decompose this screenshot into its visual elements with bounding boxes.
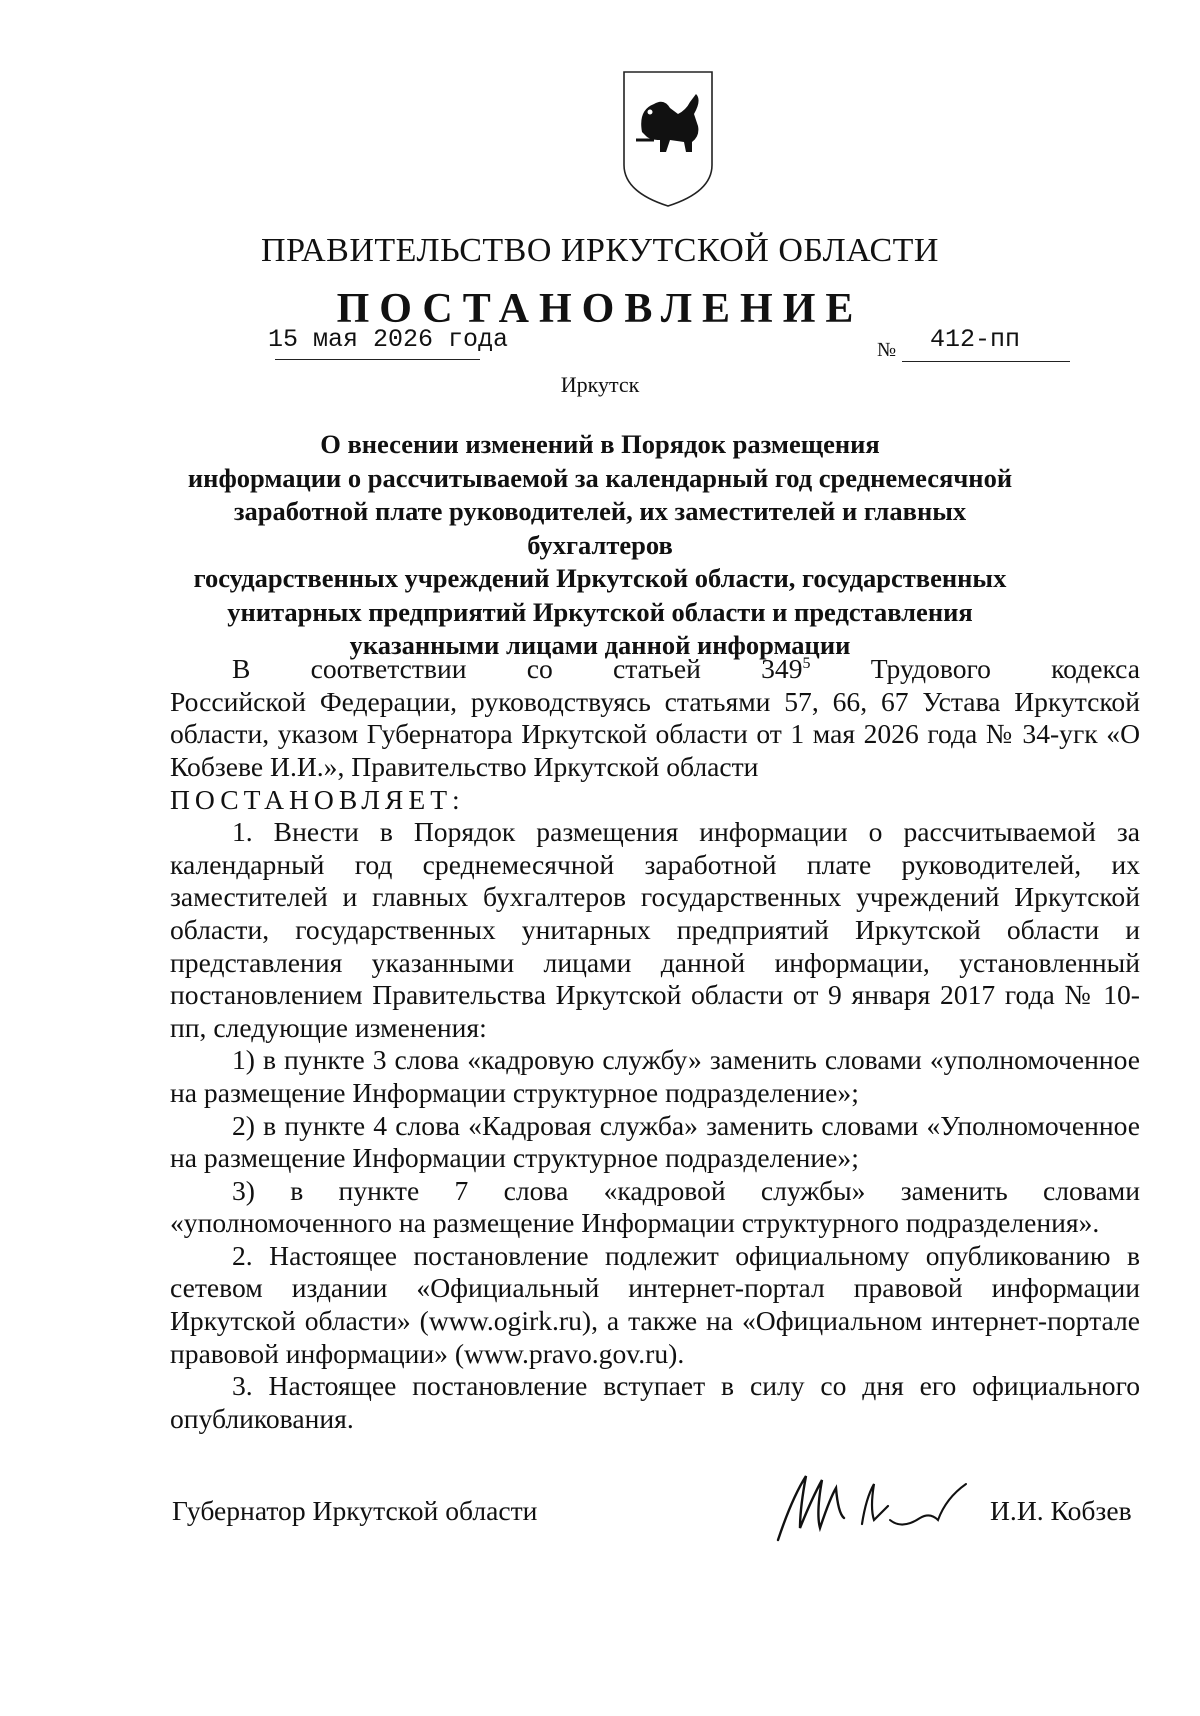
issuing-city: Иркутск: [560, 372, 640, 397]
preamble-first-line: [170, 648, 1140, 686]
decree-word: ПОСТАНОВЛЯЕТ:: [170, 783, 465, 815]
handwritten-signature-icon: [770, 1458, 990, 1558]
government-name: ПРАВИТЕЛЬСТВО ИРКУТСКОЙ ОБЛАСТИ: [261, 232, 939, 269]
subject-line: указанными лицами данной информации: [349, 630, 851, 660]
document-number: 412-пп: [930, 325, 1021, 354]
item-3-paragraph: 3. Настоящее постановление вступает в силу со дня его официального опубликования.: [170, 1370, 1140, 1434]
signatory-title: Губернатор Иркутской области: [172, 1495, 538, 1526]
subitem-1-paragraph: 1) в пункте 3 слова «кадровую службу» заменить словами «уполномоченное на размещение Информации структурное подразделение»;: [170, 1044, 1140, 1108]
subject-line: государственных учреждений Иркутской области, государственных: [193, 563, 1007, 593]
item-2-paragraph: 2. Настоящее постановление подлежит официальному опубликованию в сетевом издании «Официальный интернет-портал правовой информации Иркутской области» (www.ogirk.ru), а также на «Официальном интернет-портале правовой информации» (www.pravo.gov.ru).: [170, 1239, 1140, 1369]
preamble-text: Трудового кодекса: [810, 653, 1140, 685]
subject-line: информации о рассчитываемой за календарный год среднемесячной: [187, 462, 1013, 493]
article-superscript: 5: [802, 655, 811, 672]
document-body: [170, 648, 1140, 1435]
subject-line: унитарных предприятий Иркутской области и представления: [227, 596, 973, 627]
signatory-name: И.И. Кобзев: [990, 1495, 1132, 1526]
irkutsk-coat-of-arms-icon: [620, 70, 716, 210]
document-date: 15 мая 2026 года: [268, 325, 509, 354]
subitem-3-paragraph: 3) в пункте 7 слова «кадровой службы» заменить словами «уполномоченного на размещение Информации структурного подразделения».: [170, 1174, 1140, 1239]
document-type-title: ПОСТАНОВЛЕНИЕ: [336, 286, 864, 332]
preamble-text: В соответствии со статьей 349: [232, 653, 803, 685]
subitem-2-paragraph: 2) в пункте 4 слова «Кадровая служба» заменить словами «Уполномоченное на размещение Информации структурное подразделение»;: [170, 1109, 1140, 1174]
number-underline: [902, 361, 1070, 362]
item-1-paragraph: 1. Внести в Порядок размещения информации о рассчитываемой за календарный год среднемесячной заработной плате руководителей, их заместителей и главных бухгалтеров государственных учреждений Иркутской области, государственных унитарных предприятий Иркутской области и представления указанными лицами данной информации, установленный постановлением Правительства Иркутской области от 9 января 2017 года № 10-пп, следующие изменения:: [170, 816, 1140, 1043]
subject-line: О внесении изменений в Порядок размещения: [320, 429, 880, 459]
preamble-paragraph: Российской Федерации, руководствуясь статьями 57, 66, 67 Устава Иркутской области, указом Губернатора Иркутской области от 1 мая 2026 года № 34-угк «О Кобзеве И.И.», Правительство Иркутской области: [170, 685, 1140, 782]
number-sign: №: [877, 339, 897, 361]
subject-line: заработной плате руководителей, их заместителей и главных бухгалтеров: [233, 496, 967, 560]
date-underline: [275, 359, 480, 360]
document-subject: [160, 428, 1040, 663]
